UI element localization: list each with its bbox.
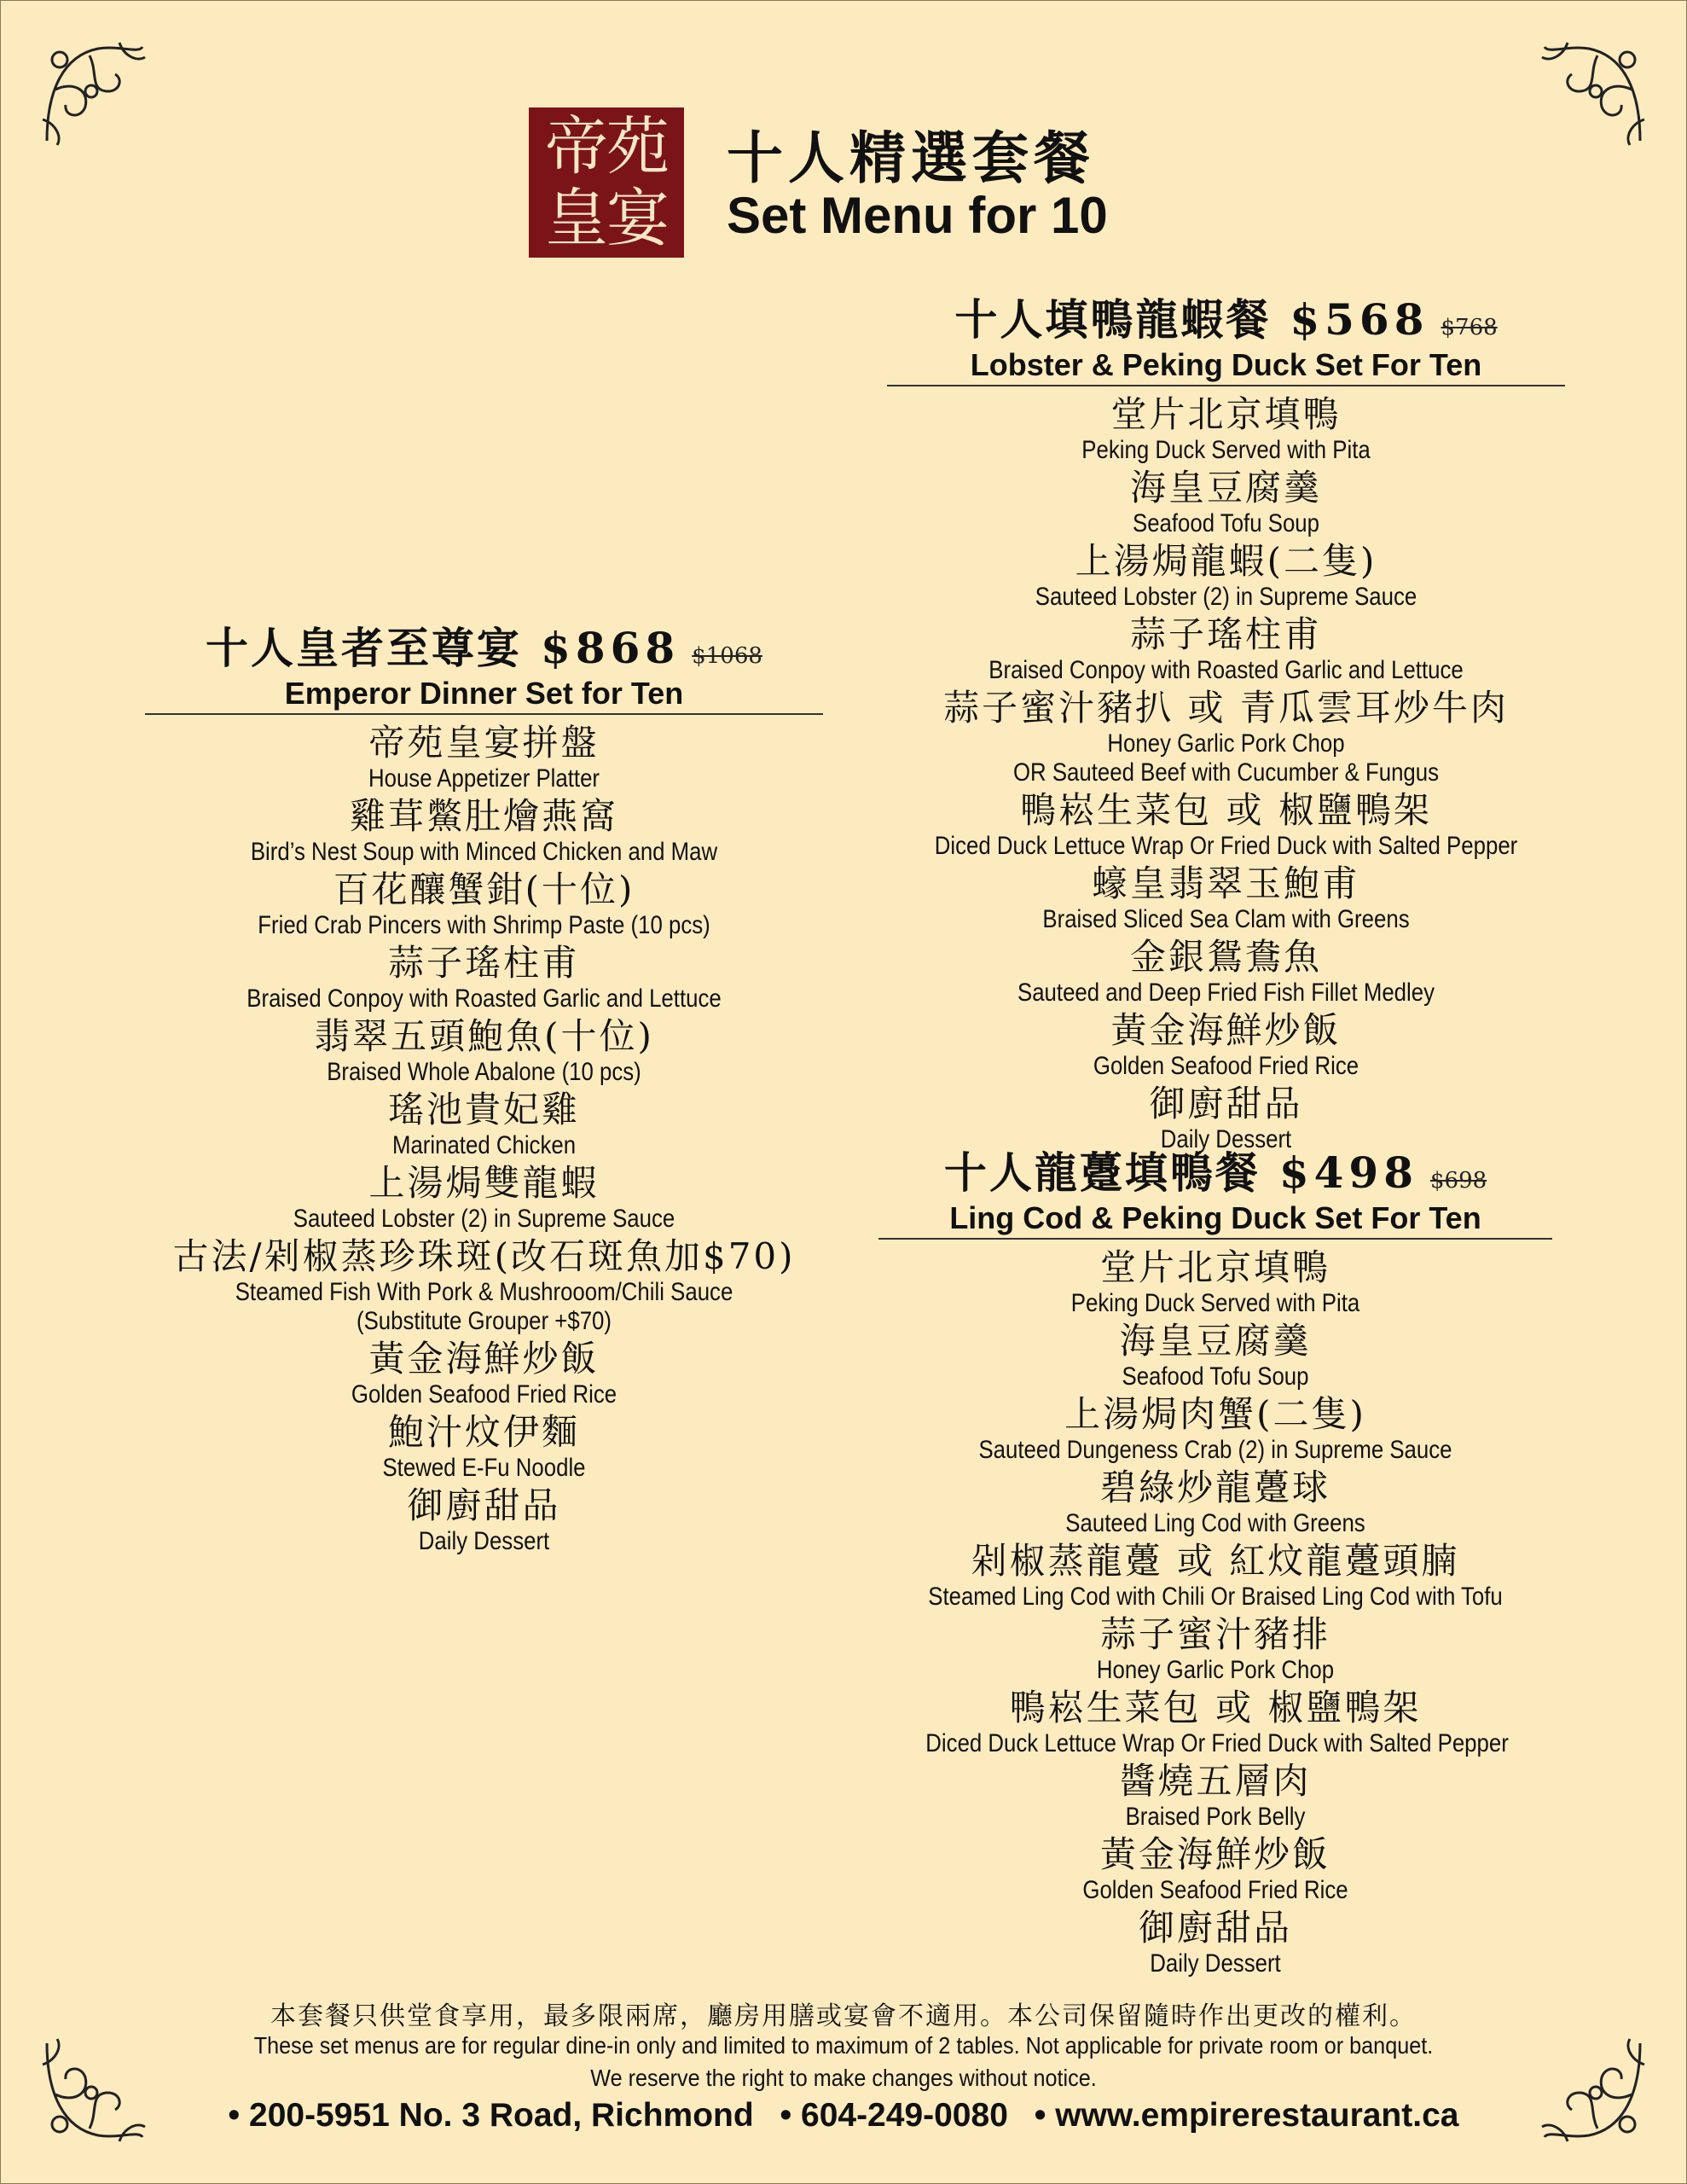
menu-item-name-en: Daily Dessert bbox=[418, 1527, 550, 1555]
set-title-en: Ling Cod & Peking Duck Set For Ten bbox=[878, 1200, 1552, 1240]
menu-item-name-en: House Appetizer Platter bbox=[368, 764, 600, 793]
menu-item-name-en: Daily Dessert bbox=[1150, 1949, 1281, 1978]
menu-item-name-en: Sauteed Lobster (2) in Supreme Sauce bbox=[1035, 583, 1417, 611]
menu-item-name-zh: 上湯焗肉蟹(二隻) bbox=[1064, 1393, 1366, 1435]
menu-item-list bbox=[887, 393, 1565, 1154]
menu-item bbox=[145, 942, 823, 1014]
menu-item-name-zh: 雞茸鱉肚燴燕窩 bbox=[349, 795, 618, 837]
menu-item-name-en: Seafood Tofu Soup bbox=[1122, 1362, 1309, 1391]
menu-item bbox=[878, 1760, 1552, 1832]
logo-line-1: 帝苑 bbox=[545, 110, 668, 183]
set-old-price: $698 bbox=[1430, 1168, 1487, 1194]
set-title-zh bbox=[145, 614, 823, 676]
menu-item bbox=[878, 1540, 1552, 1612]
menu-item bbox=[887, 789, 1565, 861]
set-price: $498 bbox=[1278, 1147, 1418, 1198]
set-old-price: $768 bbox=[1441, 315, 1498, 340]
menu-item-name-en: Steamed Fish With Pork & Mushrooom/Chili Sauce bbox=[235, 1278, 733, 1306]
footer-notice-en: These set menus are for regular dine-in only and limited to maximum of 2 tables. Not applicable for private room or banquet. bbox=[253, 2032, 1434, 2059]
menu-item bbox=[887, 687, 1565, 787]
menu-item-name-zh: 御廚甜品 bbox=[407, 1484, 561, 1526]
phone-text: • 604-249-0080 bbox=[780, 2097, 1008, 2134]
page-title-zh: 十人精選套餐 bbox=[727, 125, 1095, 191]
menu-item-name-zh: 鴨崧生菜包 或 椒鹽鴨架 bbox=[1009, 1687, 1422, 1728]
set-name-zh: 十人龍躉填鴨餐 bbox=[943, 1147, 1261, 1198]
menu-item-name-zh: 御廚甜品 bbox=[1138, 1907, 1292, 1949]
menu-item bbox=[887, 613, 1565, 685]
menu-item-name-zh: 海皇豆腐羹 bbox=[1119, 1320, 1312, 1362]
menu-item bbox=[145, 868, 823, 940]
menu-item bbox=[878, 1246, 1552, 1318]
lingcod-set-menu bbox=[878, 1139, 1552, 1980]
menu-item-name-zh: 堂片北京填鴨 bbox=[1099, 1246, 1330, 1288]
menu-item-name-en: Sauteed and Deep Fried Fish Fillet Medley bbox=[1017, 979, 1435, 1007]
menu-item-name-en: Braised Sliced Sea Clam with Greens bbox=[1042, 905, 1410, 933]
set-title-zh bbox=[878, 1139, 1552, 1200]
website-link[interactable]: • www.empirerestaurant.ca bbox=[1034, 2097, 1459, 2134]
menu-item-name-en: Honey Garlic Pork Chop bbox=[1107, 729, 1345, 758]
menu-item-name-en: Braised Pork Belly bbox=[1125, 1803, 1306, 1831]
menu-item bbox=[878, 1320, 1552, 1391]
menu-item bbox=[887, 1009, 1565, 1081]
address-text: • 200-5951 No. 3 Road, Richmond bbox=[228, 2097, 754, 2134]
menu-item-name-zh: 蒜子蜜汁豬排 bbox=[1099, 1613, 1330, 1655]
menu-item-name-zh: 蠔皇翡翠玉鮑甫 bbox=[1091, 863, 1360, 904]
menu-item bbox=[887, 863, 1565, 934]
menu-item-name-en: Braised Whole Abalone (10 pcs) bbox=[327, 1058, 641, 1086]
set-price: $868 bbox=[541, 623, 681, 673]
menu-item-name-en: Honey Garlic Pork Chop bbox=[1096, 1656, 1335, 1684]
menu-item-name-zh: 鮑汁炆伊麵 bbox=[387, 1411, 580, 1453]
menu-item bbox=[878, 1467, 1552, 1538]
menu-item-note: OR Sauteed Beef with Cucumber & Fungus bbox=[1012, 758, 1440, 787]
menu-item-list bbox=[145, 722, 823, 1556]
menu-item-name-zh: 古法/剁椒蒸珍珠斑(改石斑魚加$70) bbox=[172, 1235, 796, 1277]
menu-item-name-zh: 碧綠炒龍躉球 bbox=[1099, 1467, 1330, 1508]
menu-item-name-zh: 黃金海鮮炒飯 bbox=[368, 1338, 600, 1380]
menu-item-name-zh: 堂片北京填鴨 bbox=[1110, 393, 1342, 435]
menu-item-name-zh: 蒜子瑤柱甫 bbox=[1129, 613, 1322, 655]
restaurant-logo bbox=[529, 107, 684, 258]
menu-item-name-en: Golden Seafood Fried Rice bbox=[1093, 1052, 1359, 1080]
menu-item bbox=[887, 393, 1565, 465]
menu-item bbox=[145, 1484, 823, 1556]
menu-item bbox=[878, 1907, 1552, 1978]
menu-item bbox=[145, 1338, 823, 1409]
menu-item-name-en: Sauteed Ling Cod with Greens bbox=[1065, 1509, 1365, 1537]
emperor-set-menu bbox=[145, 614, 823, 1558]
menu-item-name-zh: 海皇豆腐羹 bbox=[1129, 467, 1322, 508]
corner-ornament-top-left bbox=[38, 38, 149, 149]
menu-item-name-en: Daily Dessert bbox=[1160, 1125, 1292, 1153]
menu-item-name-zh: 翡翠五頭鮑魚(十位) bbox=[314, 1015, 654, 1057]
menu-item-name-en: Seafood Tofu Soup bbox=[1132, 509, 1320, 537]
menu-item-list bbox=[878, 1246, 1552, 1978]
menu-item-name-en: Steamed Ling Cod with Chili Or Braised Ling Cod with Tofu bbox=[928, 1583, 1503, 1611]
menu-item bbox=[145, 1162, 823, 1234]
set-old-price: $1068 bbox=[692, 643, 762, 669]
menu-item-name-en: Sauteed Lobster (2) in Supreme Sauce bbox=[293, 1205, 675, 1233]
corner-ornament-top-right bbox=[1538, 38, 1649, 149]
footer-contact bbox=[0, 2097, 1687, 2135]
menu-item-name-zh: 金銀鴛鴦魚 bbox=[1129, 936, 1322, 978]
menu-item-name-zh: 百花釀蟹鉗(十位) bbox=[333, 868, 635, 910]
set-title-en: Emperor Dinner Set for Ten bbox=[145, 676, 823, 715]
menu-item-name-zh: 蒜子瑤柱甫 bbox=[387, 942, 580, 984]
menu-item-name-en: Bird’s Nest Soup with Minced Chicken and Maw bbox=[250, 838, 718, 866]
menu-item bbox=[878, 1613, 1552, 1685]
menu-item-name-zh: 鴨崧生菜包 或 椒鹽鴨架 bbox=[1020, 789, 1432, 831]
menu-item bbox=[878, 1393, 1552, 1465]
menu-item bbox=[878, 1833, 1552, 1905]
menu-item-name-en: Braised Conpoy with Roasted Garlic and Lettuce bbox=[246, 985, 722, 1013]
set-price: $568 bbox=[1290, 294, 1429, 345]
menu-item-name-en: Marinated Chicken bbox=[391, 1131, 577, 1159]
lobster-set-menu bbox=[887, 286, 1565, 1156]
menu-item-name-en: Golden Seafood Fried Rice bbox=[1082, 1876, 1348, 1904]
menu-item-name-en: Stewed E-Fu Noodle bbox=[382, 1454, 586, 1482]
menu-item bbox=[145, 1411, 823, 1483]
menu-item-name-en: Peking Duck Served with Pita bbox=[1070, 1289, 1360, 1317]
menu-item-name-en: Fried Crab Pincers with Shrimp Paste (10 pcs) bbox=[258, 911, 710, 939]
menu-item bbox=[145, 1089, 823, 1160]
menu-item-name-zh: 剁椒蒸龍躉 或 紅炆龍躉頭腩 bbox=[971, 1540, 1460, 1582]
menu-item bbox=[145, 1015, 823, 1087]
logo-line-2: 皇宴 bbox=[545, 182, 668, 255]
set-name-zh: 十人填鴨龍蝦餐 bbox=[954, 294, 1272, 345]
menu-item bbox=[887, 936, 1565, 1008]
menu-item-name-zh: 醬燒五層肉 bbox=[1119, 1760, 1312, 1802]
menu-item-name-zh: 上湯焗龍蝦(二隻) bbox=[1075, 540, 1377, 582]
set-title-en: Lobster & Peking Duck Set For Ten bbox=[887, 347, 1565, 386]
menu-item-name-en: Sauteed Dungeness Crab (2) in Supreme Sauce bbox=[978, 1436, 1452, 1464]
menu-item-note: (Substitute Grouper +$70) bbox=[356, 1307, 612, 1335]
menu-item-name-zh: 御廚甜品 bbox=[1149, 1083, 1303, 1124]
menu-item-name-en: Diced Duck Lettuce Wrap Or Fried Duck with Salted Pepper bbox=[925, 1729, 1509, 1757]
menu-item-name-en: Diced Duck Lettuce Wrap Or Fried Duck with Salted Pepper bbox=[934, 832, 1518, 860]
menu-item bbox=[887, 540, 1565, 612]
menu-item bbox=[145, 795, 823, 867]
menu-item-name-en: Braised Conpoy with Roasted Garlic and Lettuce bbox=[988, 656, 1464, 684]
menu-item-name-zh: 黃金海鮮炒飯 bbox=[1110, 1009, 1342, 1051]
menu-item-name-en: Golden Seafood Fried Rice bbox=[351, 1380, 617, 1409]
set-name-zh: 十人皇者至尊宴 bbox=[206, 623, 523, 673]
menu-item-name-zh: 帝苑皇宴拼盤 bbox=[368, 722, 600, 764]
menu-item bbox=[878, 1687, 1552, 1758]
menu-item-name-zh: 瑤池貴妃雞 bbox=[387, 1089, 580, 1130]
menu-item-name-zh: 上湯焗雙龍蝦 bbox=[368, 1162, 600, 1204]
set-title-zh bbox=[887, 286, 1565, 347]
menu-item-name-zh: 蒜子蜜汁豬扒 或 青瓜雲耳炒牛肉 bbox=[943, 687, 1509, 729]
menu-item bbox=[145, 1235, 823, 1336]
footer-notice-zh: 本套餐只供堂食享用，最多限兩席，廳房用膳或宴會不適用。本公司保留隨時作出更改的權利。 bbox=[270, 2001, 1417, 2031]
footer-disclaimer: We reserve the right to make changes without notice. bbox=[590, 2065, 1097, 2091]
menu-item-name-en: Peking Duck Served with Pita bbox=[1081, 436, 1371, 464]
menu-item-name-zh: 黃金海鮮炒飯 bbox=[1099, 1833, 1330, 1875]
menu-item bbox=[887, 467, 1565, 538]
page-title-en: Set Menu for 10 bbox=[727, 187, 1108, 244]
menu-item bbox=[145, 722, 823, 793]
